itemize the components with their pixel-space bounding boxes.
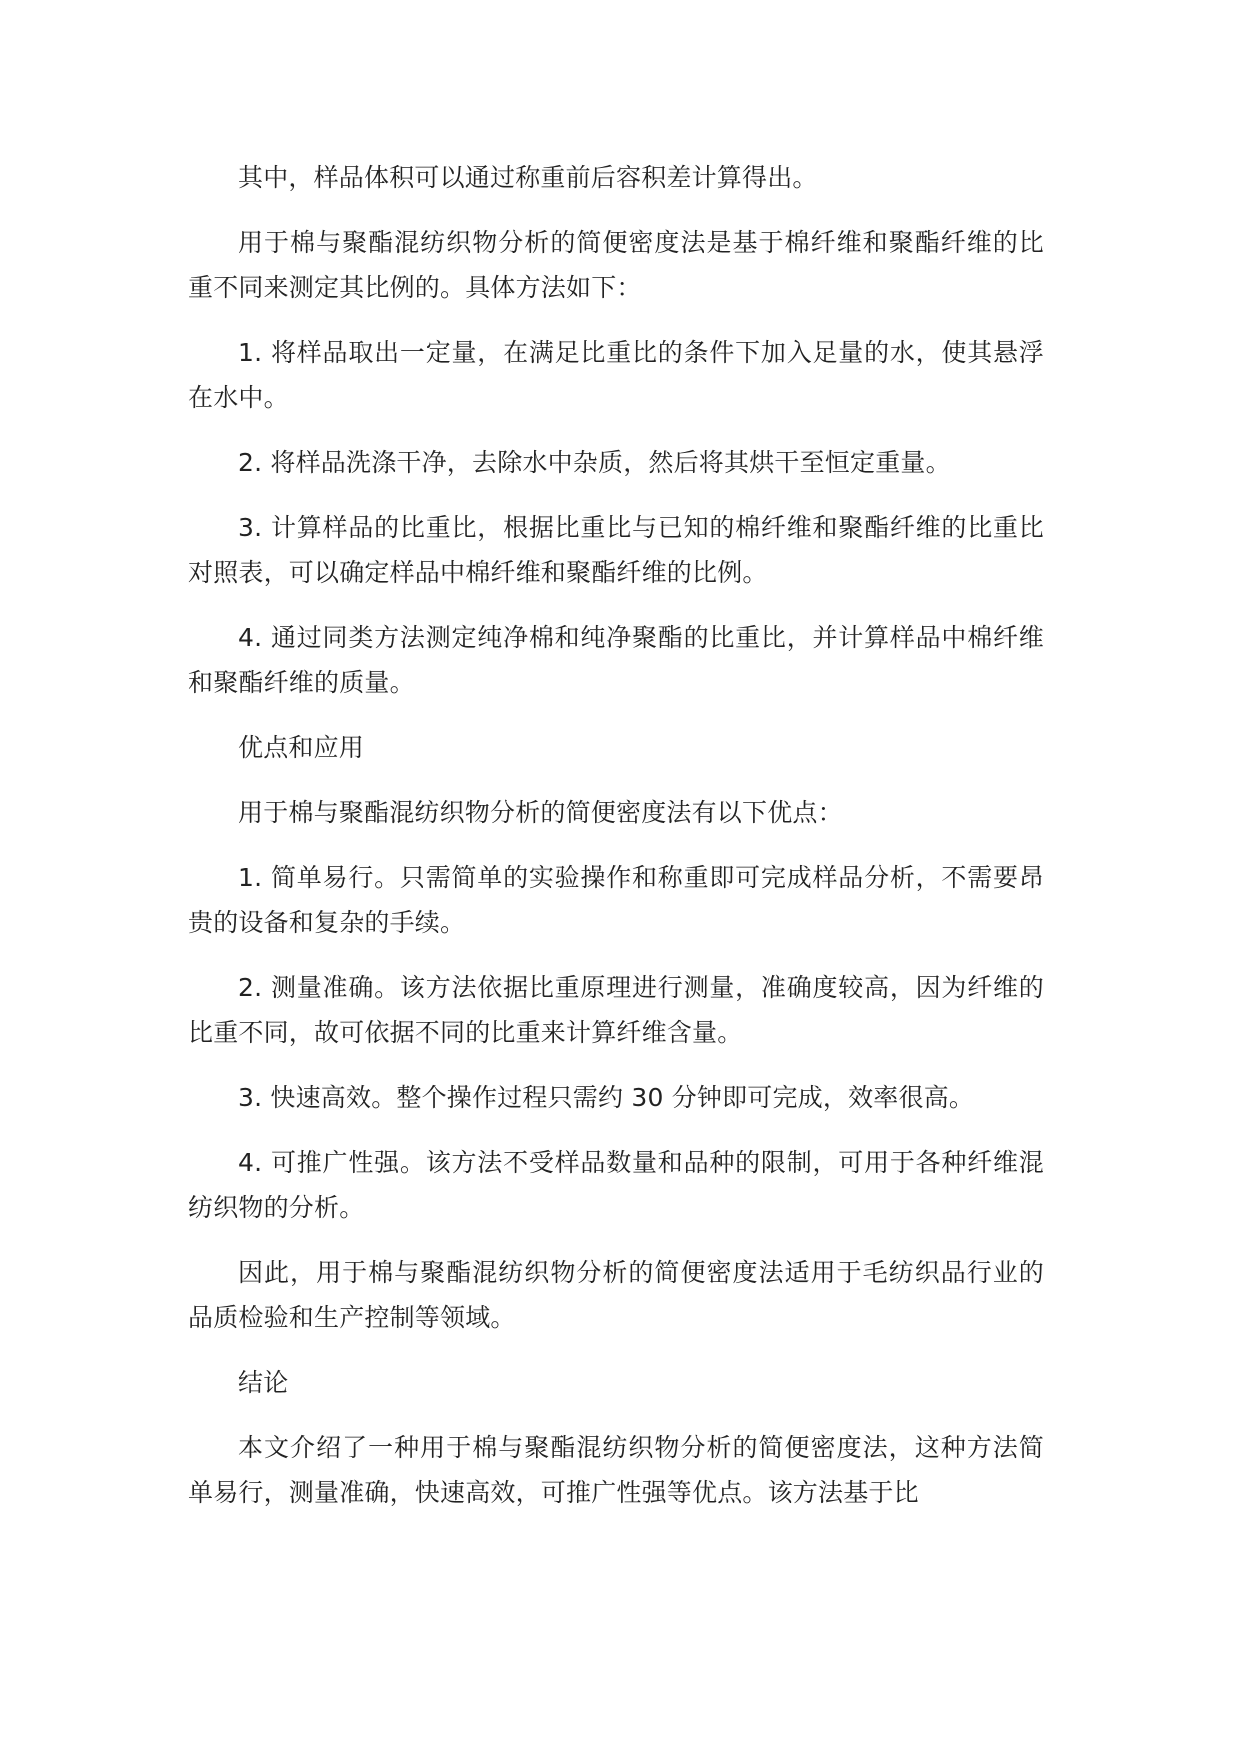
paragraph-method-intro: 用于棉与聚酯混纺织物分析的简便密度法是基于棉纤维和聚酯纤维的比重不同来测定其比例的。具体方法如下：: [188, 228, 1044, 302]
section-heading-conclusion: 结论: [238, 1368, 289, 1397]
paragraph-advantage-1: 1. 简单易行。只需简单的实验操作和称重即可完成样品分析，不需要昂贵的设备和复杂的手续。: [188, 863, 1044, 937]
paragraph-advantage-4: 4. 可推广性强。该方法不受样品数量和品种的限制，可用于各种纤维混纺织物的分析。: [188, 1148, 1044, 1222]
paragraph-application: 因此，用于棉与聚酯混纺织物分析的简便密度法适用于毛纺织品行业的品质检验和生产控制等领域。: [188, 1258, 1044, 1332]
paragraph-volume-calculation: 其中，样品体积可以通过称重前后容积差计算得出。: [238, 163, 818, 192]
paragraph-step-1: 1. 将样品取出一定量，在满足比重比的条件下加入足量的水，使其悬浮在水中。: [188, 338, 1044, 412]
paragraph-step-3: 3. 计算样品的比重比，根据比重比与已知的棉纤维和聚酯纤维的比重比对照表，可以确定样品中棉纤维和聚酯纤维的比例。: [188, 513, 1044, 587]
paragraph-step-4: 4. 通过同类方法测定纯净棉和纯净聚酯的比重比，并计算样品中棉纤维和聚酯纤维的质量。: [188, 623, 1044, 697]
section-heading-advantages: 优点和应用: [238, 733, 365, 762]
paragraph-advantages-intro: 用于棉与聚酯混纺织物分析的简便密度法有以下优点：: [238, 798, 843, 827]
paragraph-conclusion: 本文介绍了一种用于棉与聚酯混纺织物分析的简便密度法，这种方法简单易行，测量准确，快速高效，可推广性强等优点。该方法基于比: [188, 1433, 1044, 1507]
document-body: [188, 155, 1044, 1535]
paragraph-advantage-2: 2. 测量准确。该方法依据比重原理进行测量，准确度较高，因为纤维的比重不同，故可依据不同的比重来计算纤维含量。: [188, 973, 1044, 1047]
paragraph-step-2: 2. 将样品洗涤干净，去除水中杂质，然后将其烘干至恒定重量。: [238, 448, 951, 477]
paragraph-advantage-3: 3. 快速高效。整个操作过程只需约 30 分钟即可完成，效率很高。: [238, 1083, 975, 1112]
